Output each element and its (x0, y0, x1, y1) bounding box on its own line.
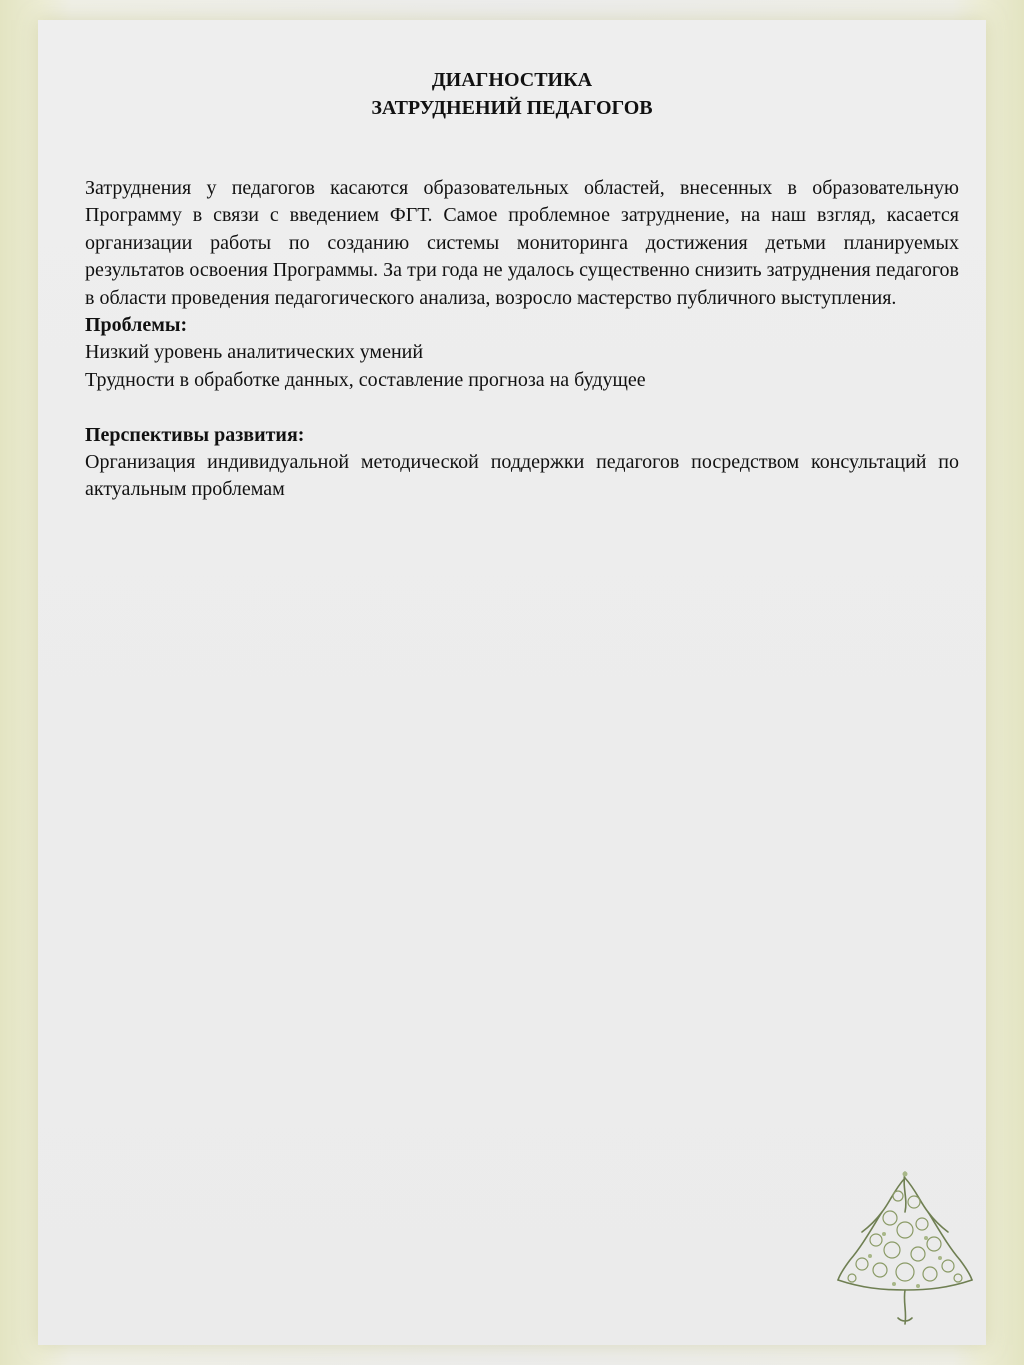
spacer (85, 394, 959, 421)
christmas-tree-icon (832, 1168, 978, 1328)
document-body (85, 175, 959, 504)
intro-paragraph: Затруднения у педагогов касаются образовательных областей, внесенных в образовательную Программу в связи с введением ФГТ. Самое проблемное затруднение, на наш взгляд, касается организации работы по созданию системы мониторинга достижения детьми планируемых результатов освоения Программы. За три года не удалось существенно снизить затруднения педагогов в области проведения педагогического анализа, возросло мастерство публичного выступления. (85, 177, 959, 309)
title-line-2: ЗАТРУДНЕНИЙ ПЕДАГОГОВ (371, 97, 653, 119)
problem-item: Трудности в обработке данных, составление прогноза на будущее (85, 368, 646, 391)
perspectives-text: Организация индивидуальной методической поддержки педагогов посредством консультаций по актуальным проблемам (85, 451, 959, 501)
problem-item: Низкий уровень аналитических умений (85, 341, 424, 364)
problems-heading: Проблемы: (85, 314, 188, 337)
perspectives-heading: Перспективы развития: (85, 423, 305, 446)
title-line-1: ДИАГНОСТИКА (431, 69, 593, 91)
document-title (0, 66, 1024, 122)
